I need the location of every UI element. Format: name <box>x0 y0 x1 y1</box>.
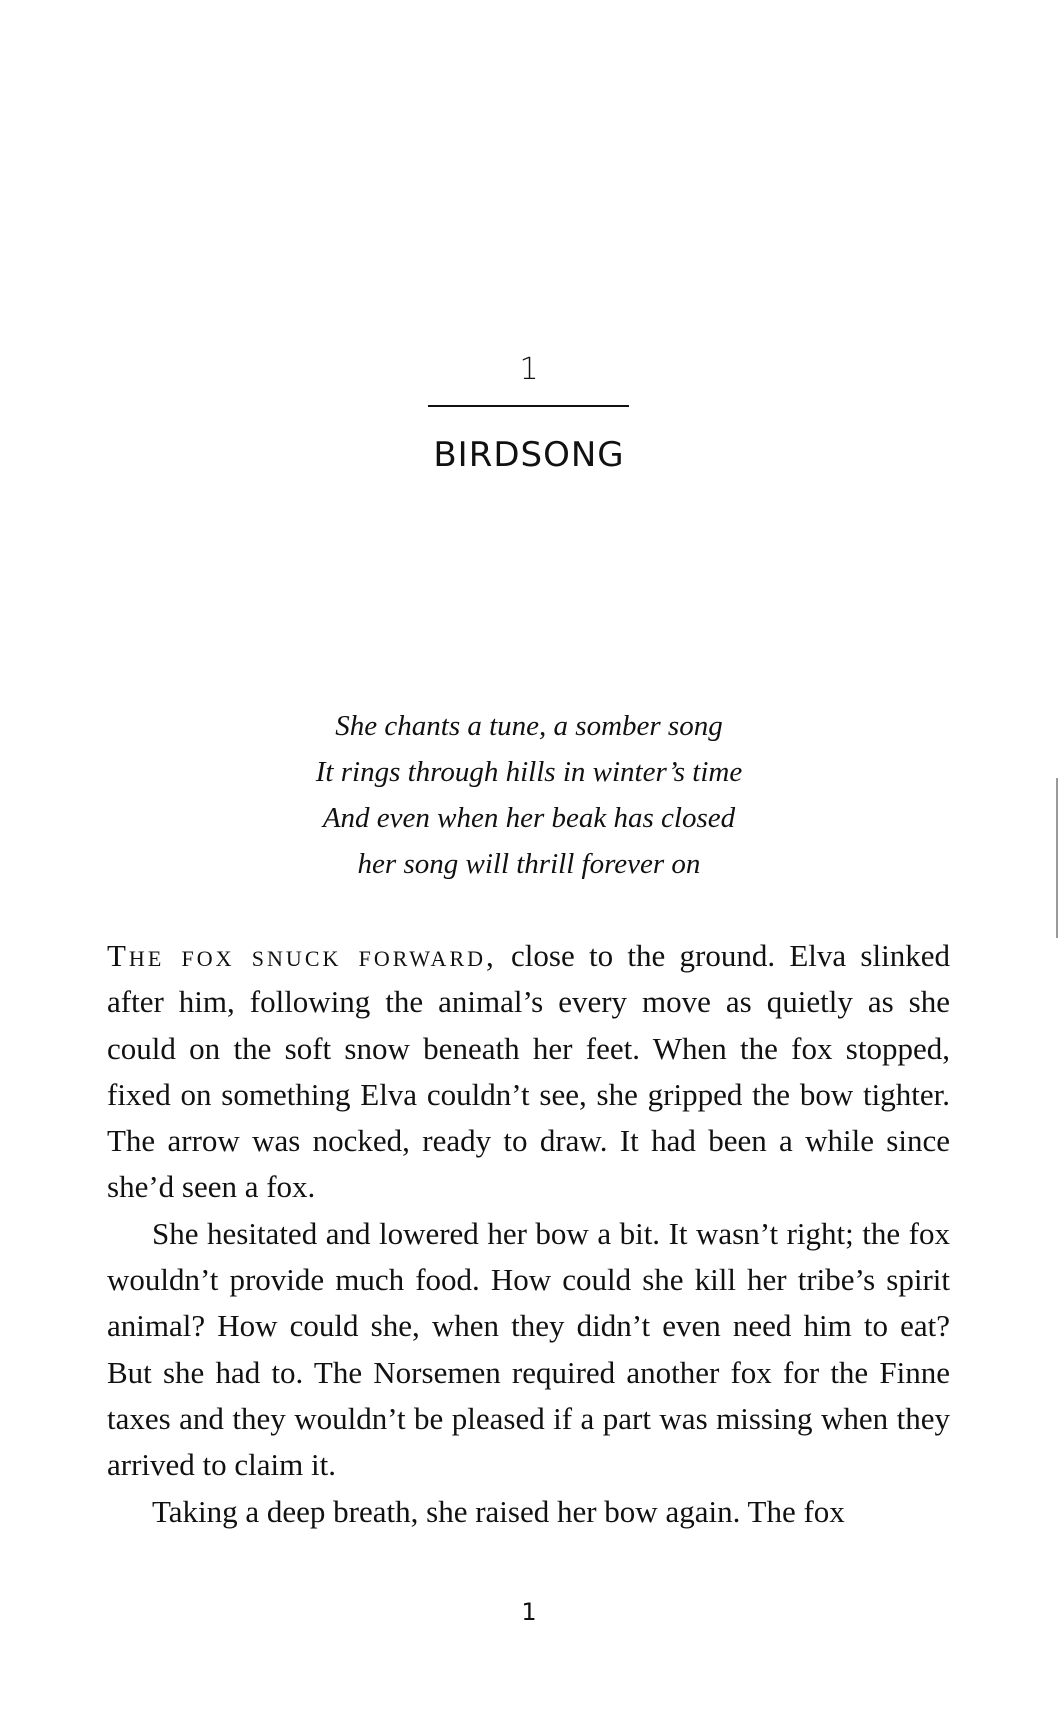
epigraph-line: It rings through hills in winter’s time <box>315 756 743 788</box>
chapter-body <box>107 933 950 1529</box>
chapter-number: 1 <box>519 352 539 387</box>
paragraph: She hesitated and lowered her bow a bit. It wasn’t right; the fox wouldn’t provide much food. How could she kill her tribe’s spirit animal? How could she, when they didn’t even need him to eat? But she had to. The Norsemen required another fox for the Finne taxes and they wouldn’t be pleased if a part was missing when they arrived to claim it. <box>107 1215 950 1483</box>
paragraph: Taking a deep breath, she raised her bow again. The fox <box>152 1493 845 1529</box>
page-number: 1 <box>521 1598 537 1626</box>
chapter-title: BIRDSONG <box>433 435 625 475</box>
epigraph-line: She chants a tune, a somber song <box>335 710 723 742</box>
epigraph <box>0 703 1058 887</box>
paragraph <box>107 933 950 1211</box>
paragraph-text: close to the ground. Elva slinked after him, following the animal’s every move as quietly as she could on the soft snow beneath her feet. When the fox stopped, fixed on something Elva couldn’t see, she gripped the bow tighter. The arrow was nocked, ready to draw. It had been a while since she’d seen a fox. <box>107 938 950 1205</box>
chapter-divider <box>428 405 629 407</box>
lead-in: The fox snuck forward, <box>107 938 497 973</box>
epigraph-line: her song will thrill forever on <box>357 848 701 880</box>
epigraph-line: And even when her beak has closed <box>322 802 736 834</box>
